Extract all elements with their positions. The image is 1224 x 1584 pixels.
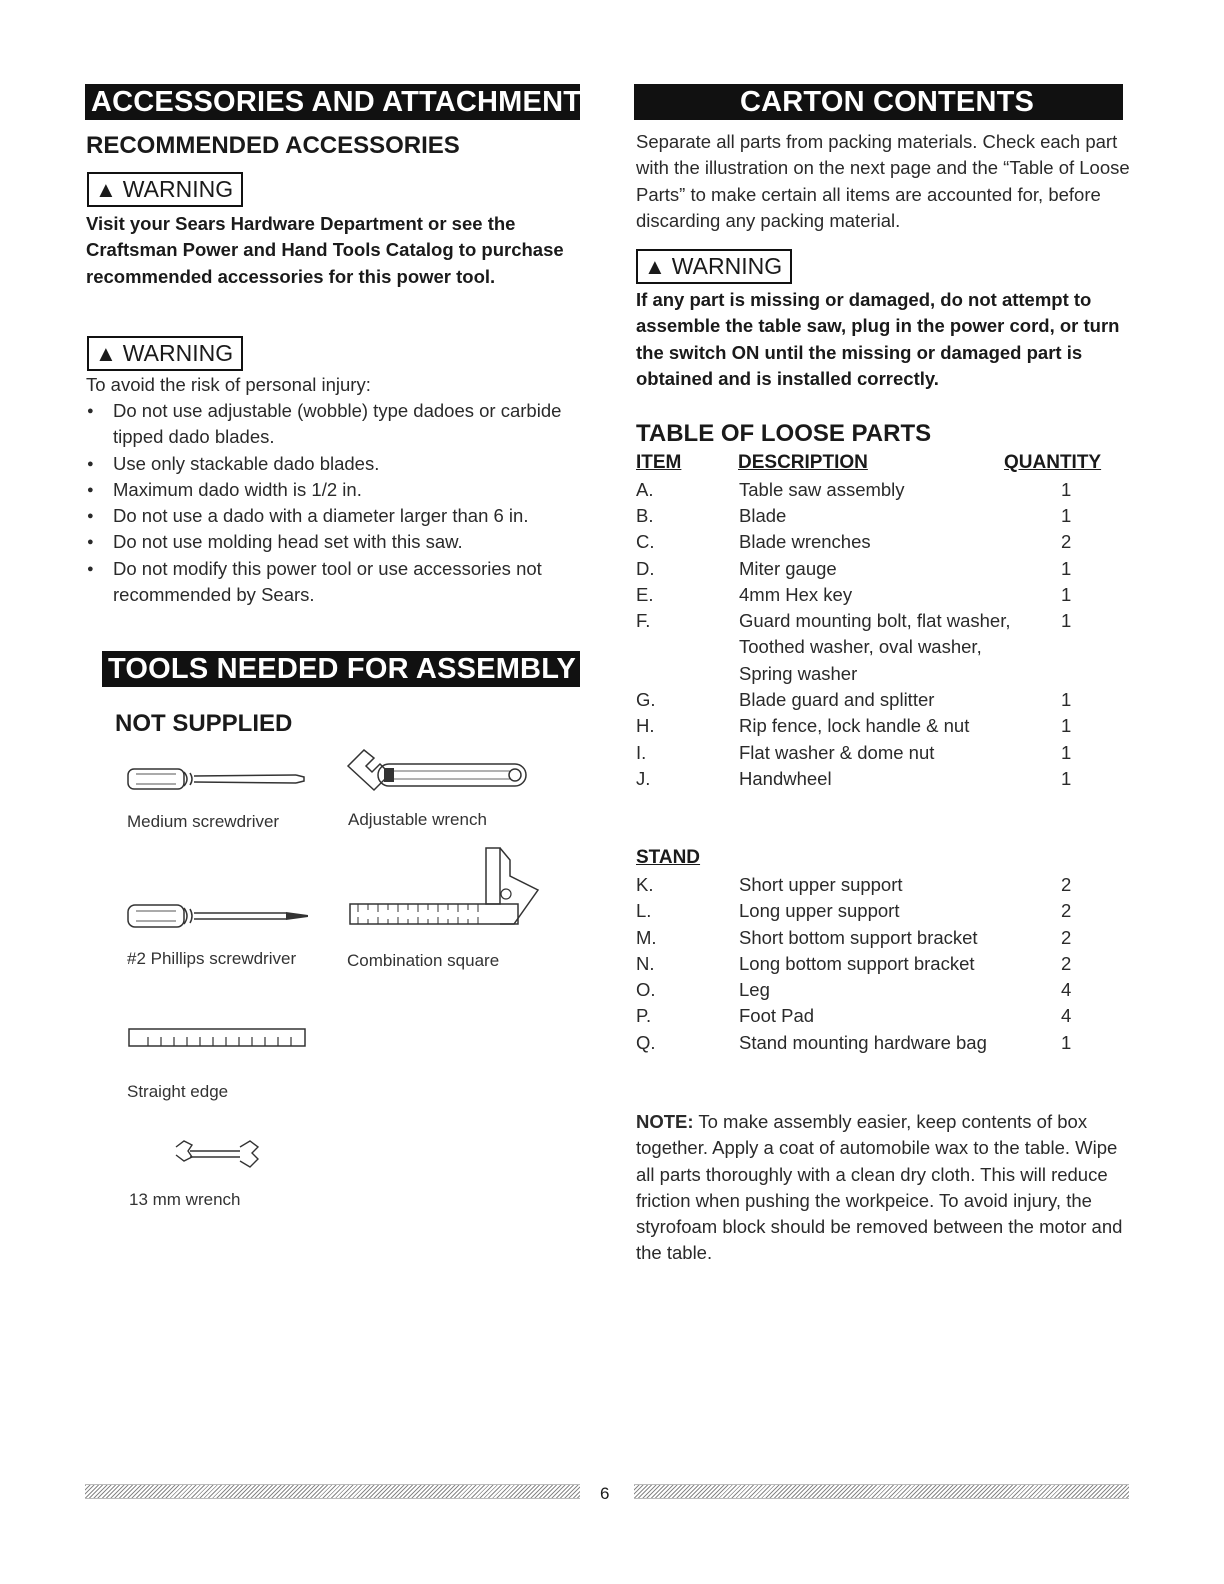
- table-row: [636, 898, 1076, 924]
- table-row: [636, 951, 1076, 977]
- warning-label: WARNING: [122, 176, 234, 202]
- carton-contents-banner: CARTON CONTENTS: [634, 84, 1123, 120]
- medium-screwdriver-caption: Medium screwdriver: [127, 812, 280, 831]
- straight-edge-icon: [128, 1027, 308, 1049]
- item-quantity: 1: [1061, 689, 1072, 710]
- item-letter: Q.: [636, 1032, 656, 1053]
- item-description: Blade: [739, 505, 787, 526]
- not-supplied-heading: NOT SUPPLIED: [115, 710, 293, 737]
- item-quantity: 2: [1061, 874, 1072, 895]
- table-row: [636, 582, 1076, 608]
- warning-box-1: [87, 172, 243, 207]
- table-row: [636, 529, 1076, 555]
- table-row: [636, 872, 1076, 898]
- item-quantity: 2: [1061, 900, 1072, 921]
- item-quantity: 1: [1061, 505, 1072, 526]
- item-letter: F.: [636, 610, 651, 631]
- note-label: NOTE:: [636, 1111, 694, 1132]
- table-row: [636, 1003, 1076, 1029]
- wrench-13mm-icon: [174, 1137, 260, 1171]
- table-row: [636, 740, 1076, 766]
- adjustable-wrench-icon: [344, 746, 530, 800]
- item-description: Short bottom support bracket: [739, 927, 978, 948]
- item-quantity: 1: [1061, 742, 1072, 763]
- item-quantity: 2: [1061, 953, 1072, 974]
- item-quantity: 2: [1061, 927, 1072, 948]
- item-quantity: 1: [1061, 558, 1072, 579]
- footer-rule-left: [85, 1484, 580, 1499]
- tools-needed-banner: TOOLS NEEDED FOR ASSEMBLY: [102, 651, 580, 687]
- combination-square-caption: Combination square: [347, 951, 500, 970]
- item-letter: A.: [636, 479, 654, 500]
- table-row: [636, 977, 1076, 1003]
- warning-triangle-icon: ▲: [644, 254, 666, 279]
- item-description: 4mm Hex key: [739, 584, 853, 605]
- item-description: Short upper support: [739, 874, 903, 895]
- table-row: [636, 608, 1076, 687]
- table-row: [636, 687, 1076, 713]
- item-letter: I.: [636, 742, 647, 763]
- item-description: Long upper support: [739, 900, 900, 921]
- warning-1-text: Visit your Sears Hardware Department or see the Craftsman Power and Hand Tools Catalog to purchase recommended accessories for this power tool.: [86, 213, 564, 287]
- note-text: To make assembly easier, keep contents of box together. Apply a coat of automobile wax to the table. Wipe all parts thoroughly with a clean dry cloth. This will reduce friction when pushing the workpeice. To avoid injury, the styrofoam block should be removed between the motor and the table.: [636, 1111, 1123, 1264]
- table-row: [636, 713, 1076, 739]
- bullet-item: ● Maximum dado width is 1/2 in.: [84, 477, 584, 503]
- warning-2-bullets: [84, 398, 584, 608]
- item-quantity: 1: [1061, 479, 1072, 500]
- item-letter: M.: [636, 927, 657, 948]
- bullet-item: ● Do not use adjustable (wobble) type dadoes or carbide tipped dado blades.: [84, 398, 584, 451]
- phillips-screwdriver-icon: [126, 900, 316, 932]
- phillips-screwdriver-caption: #2 Phillips screwdriver: [127, 949, 297, 968]
- item-description: Rip fence, lock handle & nut: [739, 715, 970, 736]
- item-description: Flat washer & dome nut: [739, 742, 935, 763]
- carton-warning-text: If any part is missing or damaged, do not attempt to assemble the table saw, plug in the power cord, or turn the switch ON until the missing or damaged part is obtained and is installed correctly.: [636, 289, 1120, 389]
- item-quantity: 1: [1061, 768, 1072, 789]
- warning-triangle-icon: ▲: [95, 177, 117, 202]
- item-letter: H.: [636, 715, 655, 736]
- accessories-banner: ACCESSORIES AND ATTACHMENTS: [85, 84, 580, 120]
- item-description: Stand mounting hardware bag: [739, 1032, 987, 1053]
- table-of-loose-parts-title: TABLE OF LOOSE PARTS: [636, 420, 932, 447]
- item-letter: N.: [636, 953, 655, 974]
- item-letter: D.: [636, 558, 655, 579]
- item-quantity: 4: [1061, 1005, 1072, 1026]
- warning-label: WARNING: [671, 253, 783, 279]
- col-item-header: ITEM: [636, 452, 682, 473]
- item-description: Guard mounting bolt, flat washer, Toothed washer, oval washer, Spring washer: [739, 610, 1011, 684]
- bullet-item: ● Use only stackable dado blades.: [84, 451, 584, 477]
- table-row: [636, 766, 1076, 792]
- footer-rule-right: [634, 1484, 1129, 1499]
- table-row: [636, 1030, 1076, 1056]
- item-letter: O.: [636, 979, 656, 1000]
- item-description: Leg: [739, 979, 770, 1000]
- col-description-header: DESCRIPTION: [738, 452, 868, 473]
- page-number: 6: [600, 1484, 610, 1503]
- warning-box-3: [636, 249, 792, 284]
- item-description: Miter gauge: [739, 558, 837, 579]
- table-row: [636, 556, 1076, 582]
- warning-triangle-icon: ▲: [95, 341, 117, 366]
- item-letter: C.: [636, 531, 655, 552]
- straight-edge-caption: Straight edge: [127, 1082, 229, 1101]
- warning-2-intro: To avoid the risk of personal injury:: [86, 374, 371, 395]
- item-description: Long bottom support bracket: [739, 953, 975, 974]
- item-quantity: 1: [1061, 1032, 1072, 1053]
- item-description: Blade guard and splitter: [739, 689, 935, 710]
- recommended-accessories-heading: RECOMMENDED ACCESSORIES: [86, 132, 460, 159]
- bullet-item: ● Do not modify this power tool or use accessories not recommended by Sears.: [84, 556, 584, 609]
- carton-intro: Separate all parts from packing materials. Check each part with the illustration on the next page and the “Table of Loose Parts” to make certain all items are accounted for, before discarding any packing material.: [636, 131, 1130, 231]
- item-letter: P.: [636, 1005, 652, 1026]
- item-description: Handwheel: [739, 768, 832, 789]
- item-quantity: 1: [1061, 715, 1072, 736]
- adjustable-wrench-caption: Adjustable wrench: [348, 810, 487, 829]
- table-row: [636, 477, 1076, 503]
- item-description: Table saw assembly: [739, 479, 905, 500]
- item-letter: G.: [636, 689, 656, 710]
- item-description: Blade wrenches: [739, 531, 871, 552]
- item-letter: L.: [636, 900, 652, 921]
- table-row: [636, 503, 1076, 529]
- item-letter: J.: [636, 768, 651, 789]
- warning-box-2: [87, 336, 243, 371]
- item-quantity: 2: [1061, 531, 1072, 552]
- warning-label: WARNING: [122, 340, 234, 366]
- item-letter: K.: [636, 874, 654, 895]
- wrench-13mm-caption: 13 mm wrench: [129, 1190, 241, 1209]
- col-quantity-header: QUANTITY: [1004, 452, 1102, 473]
- medium-screwdriver-icon: [126, 764, 306, 794]
- table-row: [636, 925, 1076, 951]
- item-quantity: 1: [1061, 610, 1072, 631]
- bullet-item: ● Do not use molding head set with this saw.: [84, 529, 584, 555]
- item-quantity: 4: [1061, 979, 1072, 1000]
- assembly-note: [636, 1109, 1134, 1267]
- item-description: Foot Pad: [739, 1005, 815, 1026]
- combination-square-icon: [346, 842, 546, 932]
- item-letter: E.: [636, 584, 654, 605]
- item-letter: B.: [636, 505, 654, 526]
- bullet-item: ● Do not use a dado with a diameter larger than 6 in.: [84, 503, 584, 529]
- item-quantity: 1: [1061, 584, 1072, 605]
- stand-heading: STAND: [636, 847, 701, 868]
